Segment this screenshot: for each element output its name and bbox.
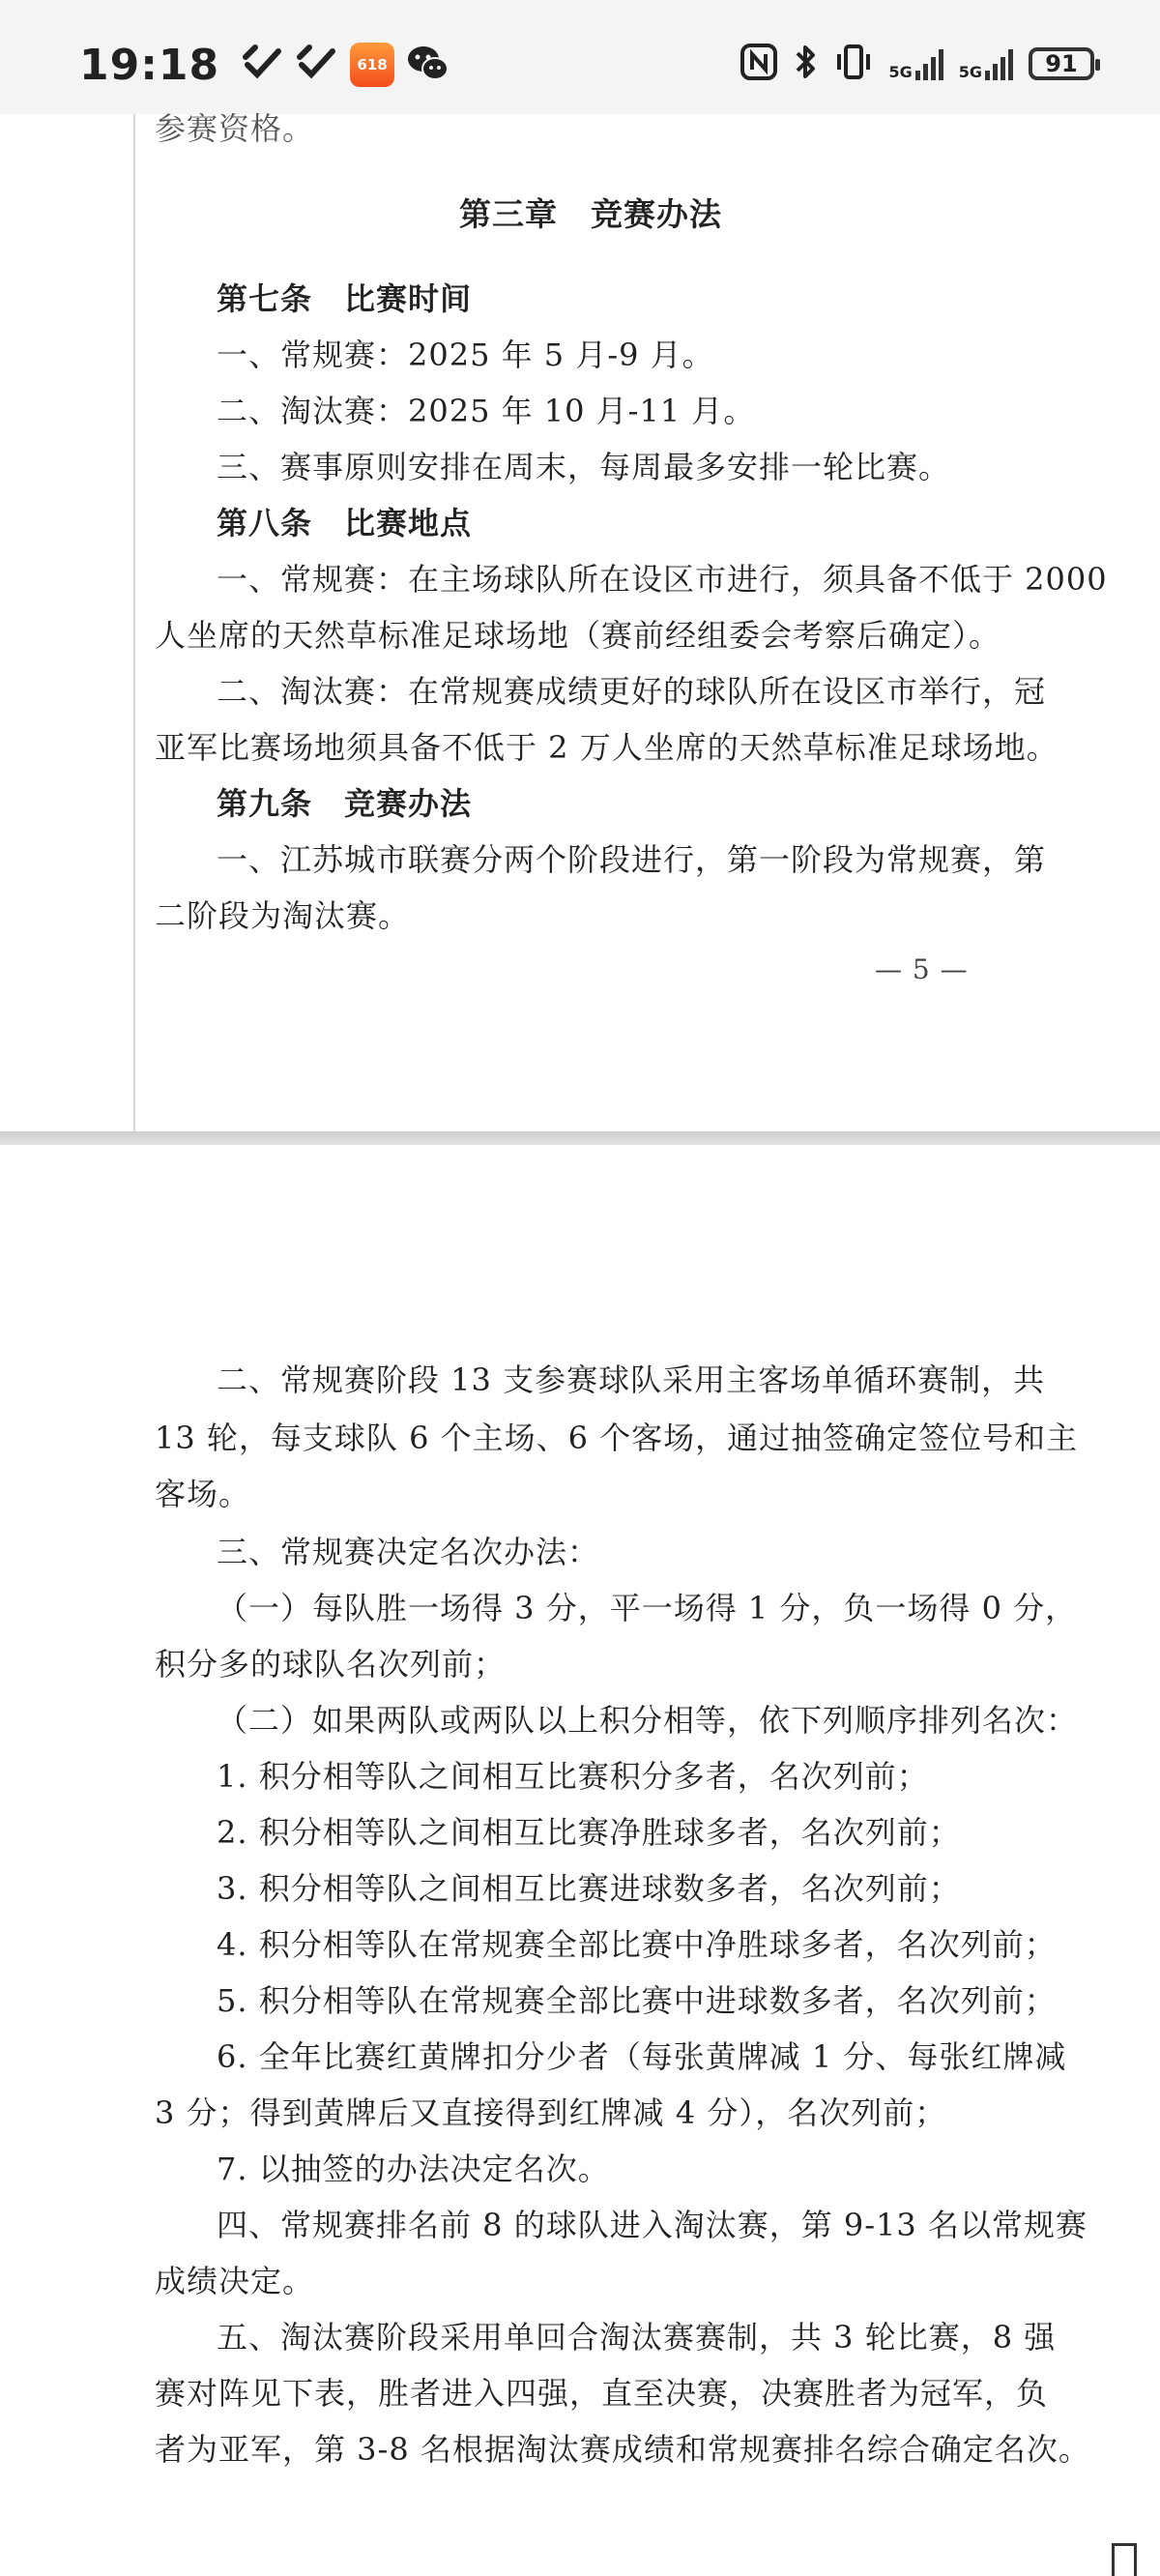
shopping-app-icon: 618 xyxy=(350,43,394,87)
signal-icon: 5G xyxy=(959,47,1013,80)
paragraph-line: 三、赛事原则安排在周末，每周最多安排一轮比赛。 xyxy=(217,449,951,485)
paragraph-line: 二阶段为淘汰赛。 xyxy=(155,897,411,934)
article-8-heading: 第八条 比赛地点 xyxy=(217,505,473,542)
signal-icon: 5G xyxy=(888,47,942,80)
paragraph-line: 者为亚军，第 3-8 名根据淘汰赛成绩和常规赛排名综合确定名次。 xyxy=(155,2431,1090,2468)
paragraph-line: （一）每队胜一场得 3 分，平一场得 1 分，负一场得 0 分， xyxy=(217,1590,1078,1626)
status-bar xyxy=(0,0,1160,114)
chapter-title: 第三章 竞赛办法 xyxy=(459,195,722,233)
paragraph-line: 三、常规赛决定名次办法： xyxy=(217,1534,600,1570)
paragraph-line: （二）如果两队或两队以上积分相等，依下列顺序排列名次： xyxy=(217,1702,1079,1739)
swirl-icon xyxy=(296,44,338,86)
vibrate-icon xyxy=(834,43,873,85)
paragraph-line: 二、常规赛阶段 13 支参赛球队采用主客场单循环赛制，共 xyxy=(217,1361,1046,1398)
paragraph-line: 人坐席的天然草标准足球场地（赛前经组委会考察后确定）。 xyxy=(155,617,1001,654)
system-icons xyxy=(740,43,1094,85)
ranking-rule-4: 4. 积分相等队在常规赛全部比赛中净胜球多者，名次列前； xyxy=(217,1926,1057,1963)
ranking-rule-7: 7. 以抽签的办法决定名次。 xyxy=(217,2151,610,2187)
paragraph-line: 二、淘汰赛：2025 年 10 月-11 月。 xyxy=(217,393,756,429)
fragment-text: 参赛资格。 xyxy=(155,110,315,147)
notification-icons xyxy=(242,43,450,87)
ranking-rule-2: 2. 积分相等队之间相互比赛净胜球多者，名次列前； xyxy=(217,1814,961,1851)
battery-icon: 91 xyxy=(1029,47,1094,80)
page-divider xyxy=(0,1131,1160,1145)
corner-bracket-icon xyxy=(1112,2543,1137,2576)
article-7-heading: 第七条 比赛时间 xyxy=(217,280,473,317)
article-9-heading: 第九条 竞赛办法 xyxy=(217,785,473,822)
ranking-rule-5: 5. 积分相等队在常规赛全部比赛中进球数多者，名次列前； xyxy=(217,1982,1057,2019)
ranking-rule-3: 3. 积分相等队之间相互比赛进球数多者，名次列前； xyxy=(217,1870,961,1907)
page-number: — 5 — xyxy=(875,953,969,985)
paragraph-line: 二、淘汰赛：在常规赛成绩更好的球队所在设区市举行，冠 xyxy=(217,673,1047,710)
paragraph-line: 赛对阵见下表，胜者进入四强，直至决赛，决赛胜者为冠军，负 xyxy=(155,2375,1049,2412)
wechat-icon xyxy=(406,44,450,86)
paragraph-line: 13 轮，每支球队 6 个主场、6 个客场，通过抽签确定签位号和主 xyxy=(155,1420,1079,1456)
paragraph-line: 五、淘汰赛阶段采用单回合淘汰赛赛制，共 3 轮比赛，8 强 xyxy=(217,2319,1057,2356)
ranking-rule-6-cont: 3 分；得到黄牌后又直接得到红牌减 4 分），名次列前； xyxy=(155,2094,947,2131)
nfc-icon xyxy=(740,43,778,85)
paragraph-line: 一、江苏城市联赛分两个阶段进行，第一阶段为常规赛，第 xyxy=(217,841,1047,878)
paragraph-line: 一、常规赛：2025 年 5 月-9 月。 xyxy=(217,337,714,373)
clock: 19:18 xyxy=(79,41,220,90)
paragraph-line: 成绩决定。 xyxy=(155,2263,315,2299)
swirl-icon xyxy=(242,44,284,86)
paragraph-line: 四、常规赛排名前 8 的球队进入淘汰赛，第 9-13 名以常规赛 xyxy=(217,2207,1088,2243)
bluetooth-icon xyxy=(794,43,819,85)
paragraph-line: 积分多的球队名次列前； xyxy=(155,1646,507,1683)
paragraph-line: 亚军比赛场地须具备不低于 2 万人坐席的天然草标准足球场地。 xyxy=(155,729,1058,766)
paragraph-line: 一、常规赛：在主场球队所在设区市进行，须具备不低于 2000 xyxy=(217,561,1108,598)
ranking-rule-6: 6. 全年比赛红黄牌扣分少者（每张黄牌减 1 分、每张红牌减 xyxy=(217,2038,1067,2075)
ranking-rule-1: 1. 积分相等队之间相互比赛积分多者，名次列前； xyxy=(217,1758,929,1795)
paragraph-line: 客场。 xyxy=(155,1476,251,1512)
